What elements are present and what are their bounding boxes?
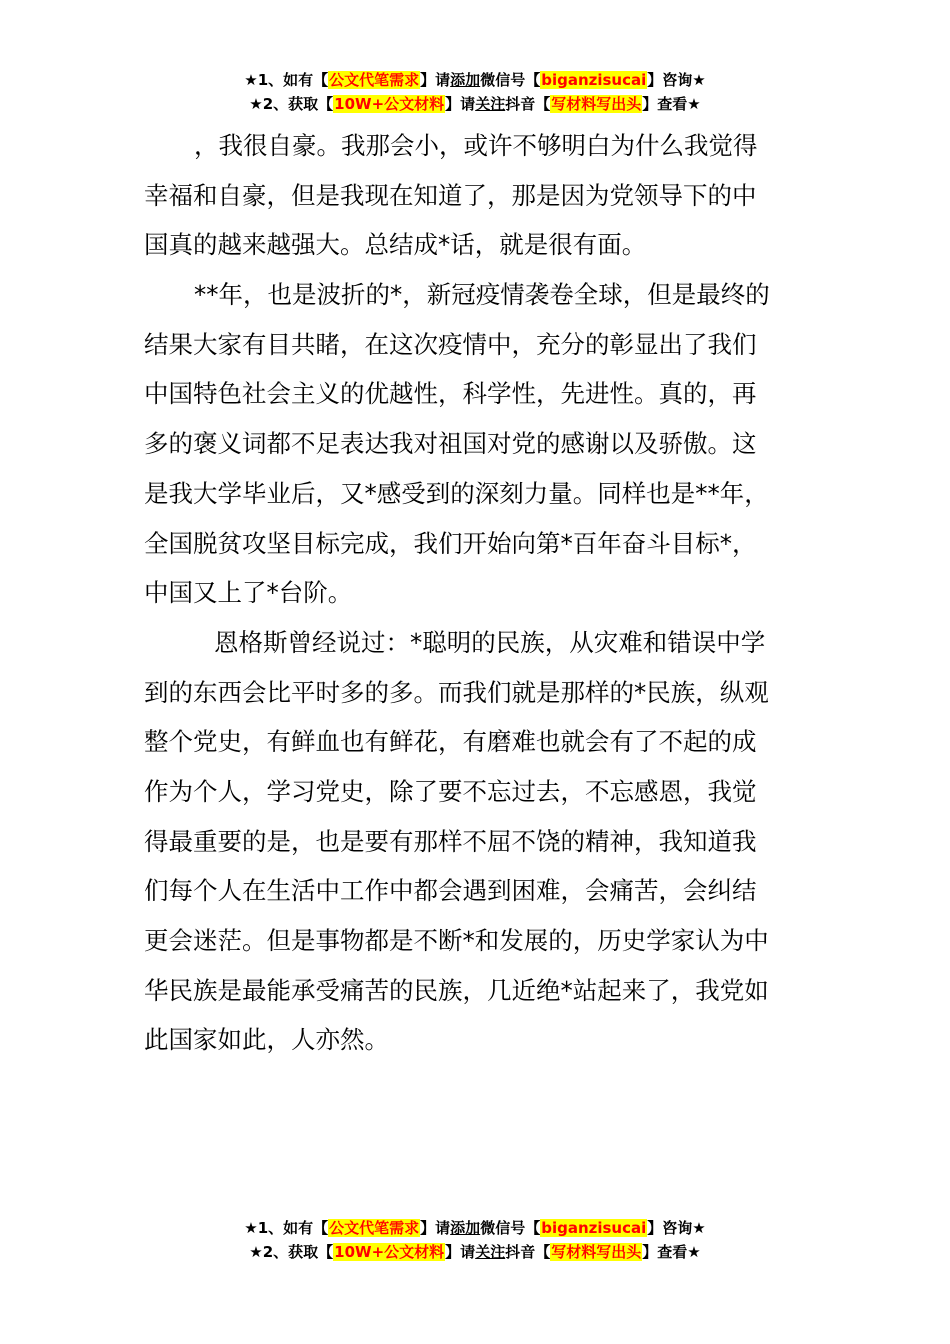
body-line: 恩格斯曾经说过：*聪明的民族，从灾难和错误中学 <box>214 627 766 657</box>
highlight-materials: 10W+公文材料 <box>334 1243 445 1261</box>
body-line: 全国脱贫攻坚目标完成，我们开始向第*百年奋斗目标*， <box>144 528 757 558</box>
promo-text: 抖音【 <box>505 95 551 113</box>
highlight-wechat-id: biganzisucai <box>541 1219 647 1237</box>
body-line: 是我大学毕业后，又*感受到的深刻力量。同样也是**年， <box>144 478 769 508</box>
promo-text: 2、获取【 <box>262 1243 334 1261</box>
document-body <box>144 121 810 1065</box>
body-line: 中国又上了*台阶。 <box>144 578 353 608</box>
promo-text: 微信号【 <box>480 71 541 89</box>
star-icon: ★ <box>687 1243 701 1261</box>
body-line: 国真的越来越强大。总结成*话，就是很有面。 <box>144 230 647 260</box>
star-icon: ★ <box>692 1219 706 1237</box>
promo-text: 1、如有【 <box>257 1219 329 1237</box>
promo-line-1 <box>0 1216 950 1240</box>
highlight-service: 公文代笔需求 <box>329 71 420 89</box>
star-icon: ★ <box>249 95 263 113</box>
body-line: 此国家如此，人亦然。 <box>144 1025 389 1055</box>
body-line: 幸福和自豪，但是我现在知道了，那是因为党领导下的中 <box>144 180 757 210</box>
body-line: 们每个人在生活中工作中都会遇到困难，会痛苦，会纠结 <box>144 876 757 906</box>
underlined-action: 关注 <box>475 1243 506 1261</box>
promo-text: 】请 <box>445 95 476 113</box>
highlight-douyin-id: 写材料写出头 <box>551 1243 642 1261</box>
underlined-action: 关注 <box>475 95 506 113</box>
star-icon: ★ <box>244 71 258 89</box>
promo-text: 】咨询 <box>647 1219 693 1237</box>
body-line: 中国特色社会主义的优越性，科学性，先进性。真的，再 <box>144 379 757 409</box>
promo-text: 】请 <box>420 1219 451 1237</box>
highlight-service: 公文代笔需求 <box>329 1219 420 1237</box>
promo-text: 】请 <box>445 1243 476 1261</box>
promo-text: 】请 <box>420 71 451 89</box>
promo-text: 】咨询 <box>647 71 693 89</box>
promo-text: 1、如有【 <box>257 71 329 89</box>
body-line: 更会迷茫。但是事物都是不断*和发展的，历史学家认为中 <box>144 926 769 955</box>
body-line: 整个党史，有鲜血也有鲜花，有磨难也就会有了不起的成 <box>144 727 757 757</box>
underlined-action: 添加 <box>450 71 481 89</box>
highlight-douyin-id: 写材料写出头 <box>551 95 642 113</box>
promo-banner-bottom <box>0 1216 950 1264</box>
body-line: 结果大家有目共睹，在这次疫情中，充分的彰显出了我们 <box>144 329 757 359</box>
star-icon: ★ <box>687 95 701 113</box>
star-icon: ★ <box>692 71 706 89</box>
star-icon: ★ <box>249 1243 263 1261</box>
body-line: 到的东西会比平时多的多。而我们就是那样的*民族，纵观 <box>144 677 769 707</box>
body-line: **年，也是波折的*，新冠疫情袭卷全球，但是最终的 <box>194 280 770 310</box>
promo-text: 2、获取【 <box>262 95 334 113</box>
promo-text: 微信号【 <box>480 1219 541 1237</box>
body-line: 华民族是最能承受痛苦的民族，几近绝*站起来了，我党如 <box>144 975 769 1005</box>
promo-text: 抖音【 <box>505 1243 551 1261</box>
promo-line-2 <box>0 1240 950 1264</box>
promo-line-2 <box>0 92 950 116</box>
highlight-materials: 10W+公文材料 <box>334 95 445 113</box>
body-line: 作为个人，学习党史，除了要不忘过去，不忘感恩，我觉 <box>144 776 757 806</box>
star-icon: ★ <box>244 1219 258 1237</box>
underlined-action: 添加 <box>450 1219 481 1237</box>
promo-line-1 <box>0 68 950 92</box>
promo-text: 】查看 <box>642 1243 688 1261</box>
body-line: ，我很自豪。我那会小，或许不够明白为什么我觉得 <box>194 131 758 160</box>
body-line: 得最重要的是，也是要有那样不屈不饶的精神，我知道我 <box>144 826 757 856</box>
promo-text: 】查看 <box>642 95 688 113</box>
highlight-wechat-id: biganzisucai <box>541 71 647 89</box>
body-line: 多的褒义词都不足表达我对祖国对党的感谢以及骄傲。这 <box>144 429 757 459</box>
promo-banner-top <box>0 68 950 116</box>
